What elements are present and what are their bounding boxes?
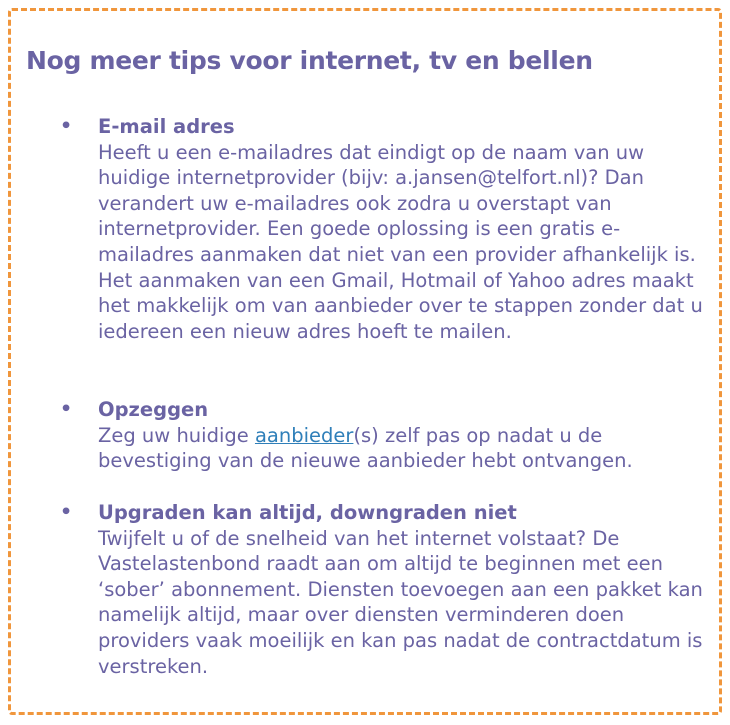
tip-heading: E-mail adres: [98, 115, 235, 138]
tip-text-after: (s) zelf pas op nadat u de bevestiging van de nieuwe aanbieder hebt ontvangen.: [98, 423, 633, 473]
tip-text-before: Zeg uw huidige: [98, 423, 255, 447]
tip-heading: Upgraden kan altijd, downgraden niet: [98, 501, 517, 524]
tip-heading: Opzeggen: [98, 398, 209, 421]
bullet-icon: •: [60, 501, 73, 523]
bullet-icon: •: [60, 115, 73, 137]
tip-text: Twijfelt u of de snelheid van het internet volstaat? De Vastelastenbond raadt aan om altijd te beginnen met een ‘sober’ abonnement. Diensten toevoegen aan een pakket kan namelijk altijd, maar over diensten verminderen doen providers vaak moeilijk en kan pas nadat de contractdatum is verstreken.: [98, 526, 703, 678]
tip-text: [98, 423, 714, 474]
bullet-icon: •: [60, 398, 73, 420]
tip-text: Heeft u een e-mailadres dat eindigt op de naam van uw huidige internetprovider (bijv: a.jansen@telfort.nl)? Dan verandert uw e-mailadres ook zodra u overstapt van internetprovider. Een goede oplossing is een gratis e-mailadres aanmaken dat niet van een provider afhankelijk is. Het aanmaken van een Gmail, Hotmail of Yahoo adres maakt het makkelijk om van aanbieder over te stappen zonder dat u iedereen een nieuw adres hoeft te mailen.: [98, 140, 703, 343]
aanbieder-link[interactable]: aanbieder: [254, 423, 354, 447]
page-title: Nog meer tips voor internet, tv en bellen: [26, 46, 593, 75]
tip-email: [60, 114, 714, 344]
tip-upgraden: [60, 500, 714, 679]
tip-opzeggen: [60, 397, 714, 474]
